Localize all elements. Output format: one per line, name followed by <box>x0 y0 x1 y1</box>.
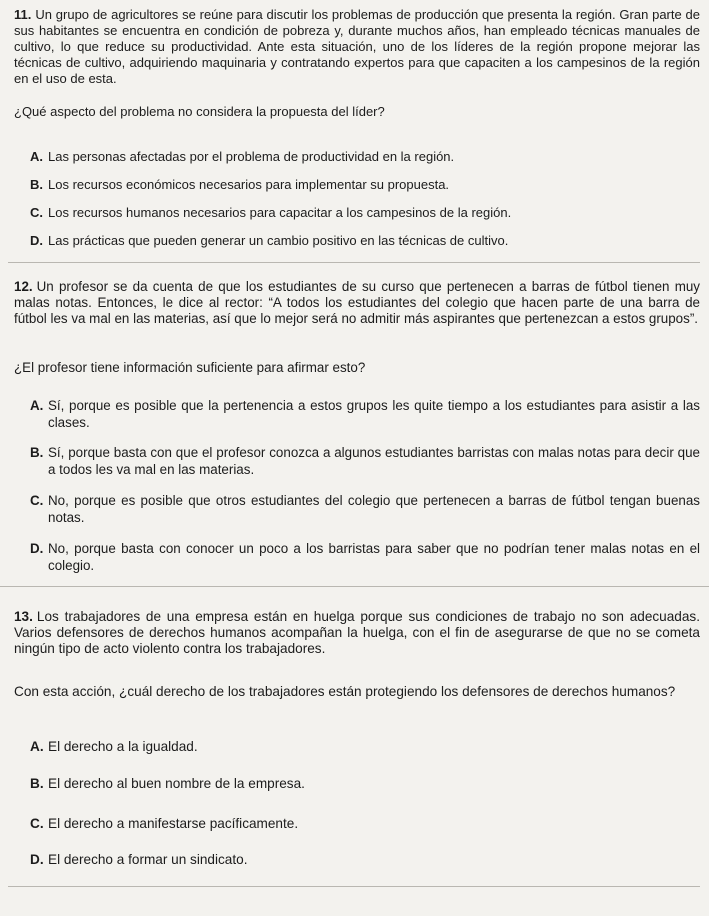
option-letter: A. <box>30 149 43 164</box>
option-text: Sí, porque es posible que la pertenencia a estos grupos les quite tiempo a los estudiantes para asistir a las clases. <box>48 398 700 430</box>
section-divider <box>0 586 709 587</box>
option-text: El derecho a la igualdad. <box>48 739 198 754</box>
option-d[interactable] <box>14 851 700 868</box>
option-text: Los recursos humanos necesarios para capacitar a los campesinos de la región. <box>48 205 512 220</box>
option-letter: D. <box>30 233 43 248</box>
question-number: 11. <box>14 7 32 22</box>
option-text: Las prácticas que pueden generar un cambio positivo en las técnicas de cultivo. <box>48 233 509 248</box>
option-letter: A. <box>30 739 44 754</box>
question-text: ¿El profesor tiene información suficiente para afirmar esto? <box>14 360 366 375</box>
option-text: Los recursos económicos necesarios para implementar su propuesta. <box>48 177 450 192</box>
option-c[interactable] <box>14 204 700 221</box>
option-letter: B. <box>30 445 44 460</box>
question-13 <box>14 609 700 657</box>
option-letter: C. <box>30 205 43 220</box>
stem-text: Los trabajadores de una empresa están en huelga porque sus condiciones de trabajo no son adecuadas. Varios defensores de derechos humanos acompañan la huelga, con el fin de asegurarse de que no se cometa ningún tipo de acto violento contra los trabajadores. <box>14 609 700 656</box>
option-a[interactable] <box>14 397 700 431</box>
option-letter: C. <box>30 816 44 831</box>
option-letter: A. <box>30 398 44 413</box>
option-text: No, porque basta con conocer un poco a los barristas para saber que no podrían tener malas notas en el colegio. <box>48 541 700 573</box>
question-stem <box>14 279 700 327</box>
section-divider <box>8 886 700 887</box>
option-letter: B. <box>30 776 44 791</box>
option-d[interactable] <box>14 232 700 249</box>
option-text: No, porque es posible que otros estudiantes del colegio que pertenecen a barras de fútbol tengan buenas notas. <box>48 493 700 525</box>
question-stem <box>14 7 700 87</box>
question-prompt-13 <box>14 684 700 700</box>
option-b[interactable] <box>14 176 700 193</box>
question-text: ¿Qué aspecto del problema no considera la propuesta del líder? <box>14 104 385 119</box>
question-prompt-11 <box>14 104 700 120</box>
option-text: El derecho a manifestarse pacíficamente. <box>48 816 299 831</box>
question-number: 13. <box>14 609 33 624</box>
option-letter: C. <box>30 493 44 508</box>
option-a[interactable] <box>14 148 700 165</box>
stem-text: Un profesor se da cuenta de que los estudiantes de su curso que pertenecen a barras de fútbol tienen muy malas notas. Entonces, le dice al rector: “A todos los estudiantes del colegio que hacen parte de una barra de fútbol les va mal en las materias, así que lo mejor será no admitir más aspirantes que pertenezcan a estos grupos”. <box>14 279 700 326</box>
option-text: El derecho a formar un sindicato. <box>48 852 248 867</box>
section-divider <box>8 262 700 263</box>
option-text: Sí, porque basta con que el profesor conozca a algunos estudiantes barristas con malas notas para decir que a todos les va mal en las materias. <box>48 445 700 477</box>
question-11 <box>14 7 700 87</box>
stem-text: Un grupo de agricultores se reúne para discutir los problemas de producción que presenta la región. Gran parte de sus habitantes se encuentra en condición de pobreza y, durante muchos años, han empleado técnicas manuales de cultivo, lo que reduce su productividad. Ante esta situación, uno de los líderes de la región propone mejorar las técnicas de cultivo, adquiriendo maquinaria y contratando expertos para que capaciten a los campesinos de la región en el uso de esta. <box>14 7 700 86</box>
option-b[interactable] <box>14 775 700 792</box>
option-letter: D. <box>30 852 44 867</box>
option-c[interactable] <box>14 815 700 832</box>
option-text: Las personas afectadas por el problema de productividad en la región. <box>48 149 455 164</box>
option-letter: B. <box>30 177 43 192</box>
question-text: Con esta acción, ¿cuál derecho de los trabajadores están protegiendo los defensores de derechos humanos? <box>14 684 676 699</box>
option-d[interactable] <box>14 540 700 574</box>
option-letter: D. <box>30 541 44 556</box>
question-number: 12. <box>14 279 33 294</box>
option-c[interactable] <box>14 492 700 526</box>
option-a[interactable] <box>14 738 700 755</box>
question-stem <box>14 609 700 657</box>
option-b[interactable] <box>14 444 700 478</box>
question-12 <box>14 279 700 327</box>
question-prompt-12 <box>14 360 700 376</box>
option-text: El derecho al buen nombre de la empresa. <box>48 776 305 791</box>
